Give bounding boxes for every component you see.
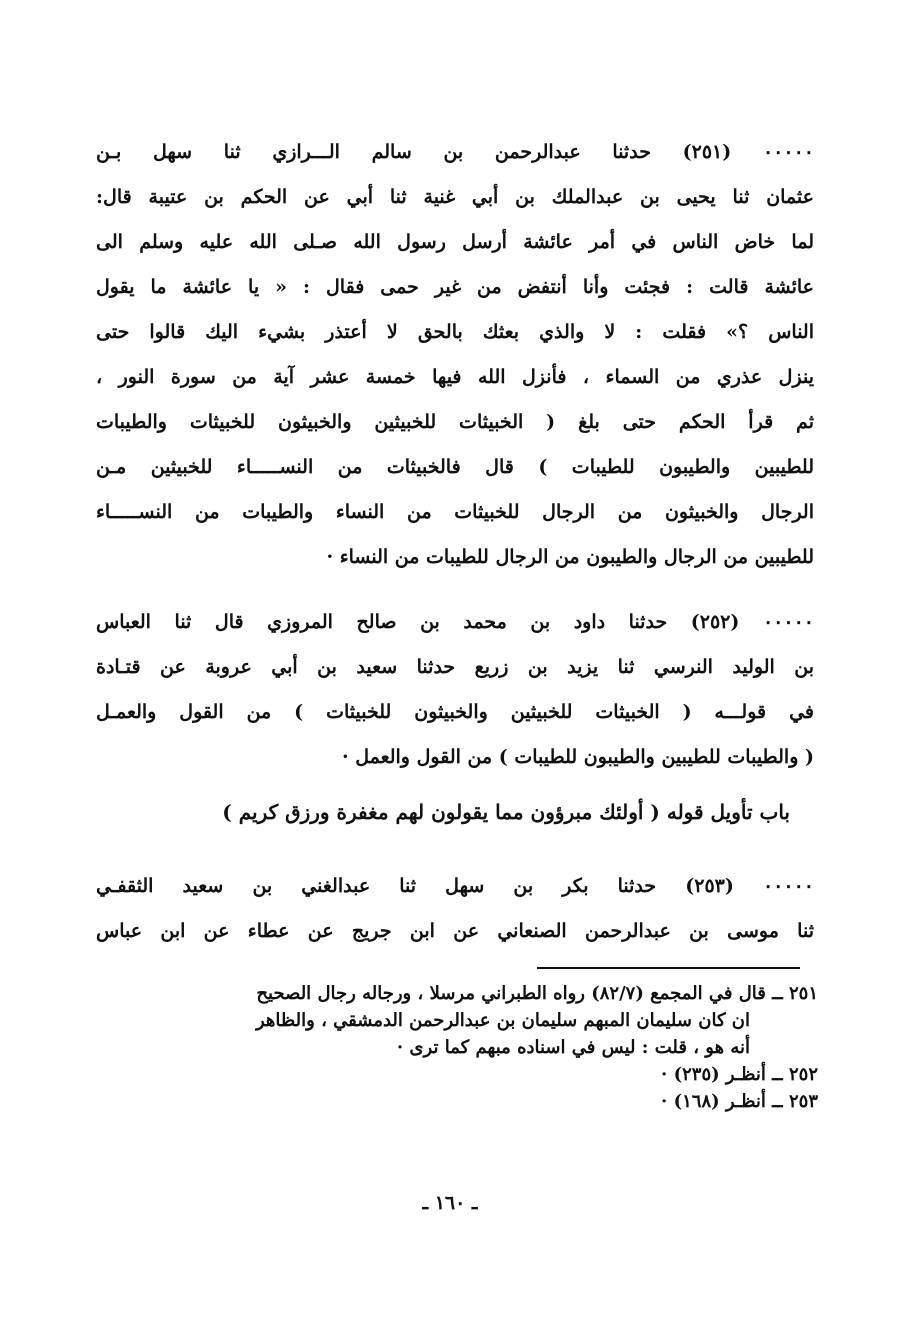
footnotes [96, 980, 818, 1115]
footnote-divider [537, 967, 800, 969]
text-line: ينزل عذري من السماء ، فأنزل الله فيها خمسة عشر آية من سورة النور ، [96, 366, 814, 388]
chapter-heading: باب تأويل قوله ( أولئك مبرؤون مما يقولون لهم مغفرة ورزق كريم ) [222, 800, 790, 824]
text-line: في قولـــه ( الخبيثات للخبيثين والخبيثون للخبيثات ) من القول والعمـل [96, 701, 814, 723]
footnote-line: ٢٥١ ــ قال في المجمع (٨٢/٧) رواه الطبراني مرسلا ، ورجاله رجال الصحيح [256, 983, 818, 1004]
text-line: ٠٠٠٠٠ (٢٥٣) حدثنا بكر بن سهل ثنا عبدالغني بن سعيد الثقفـي [96, 875, 814, 897]
page-number: ـ ١٦٠ ـ [422, 1192, 478, 1214]
footnote-line: ٢٥٢ ــ أنظـر (٢٣٥) · [661, 1064, 818, 1085]
text-line: عائشة قالت : فجئت وأنا أنتفض من غير حمى فقال : « يا عائشة ما يقول [96, 276, 814, 298]
text-line: الرجال والخبيثون من الرجال للخبيثات من النساء والطيبات من النســـــاء [96, 501, 814, 523]
text-line: ثنا موسى بن عبدالرحمن الصنعاني عن ابن جريج عن عطاء عن ابن عباس [96, 920, 814, 942]
footnote-line: أنه هو ، قلت : ليس في اسناده مبهم كما ترى · [396, 1037, 750, 1058]
text-line: عثمان ثنا يحيى بن عبدالملك بن أبي غنية ثنا أبي عن الحكم بن عتيبة قال: [96, 186, 814, 208]
text-line: للطيبين من الرجال والطيبون من الرجال للطيبات من النساء · [326, 546, 814, 568]
text-line: لما خاض الناس في أمر عائشة أرسل رسول الله صـلى الله عليه وسلم الى [96, 231, 814, 253]
text-line: ( والطيبات للطيبين والطيبون للطيبات ) من القول والعمل · [341, 746, 814, 768]
text-line: الناس ؟» فقلت : لا والذي بعثك بالحق لا أعتذر بشيء اليك قالوا حتى [96, 321, 814, 343]
text-line: ٠٠٠٠٠ (٢٥١) حدثنا عبدالرحمن بن سالم الـــرازي ثنا سهل بـن [96, 141, 814, 163]
text-line: ٠٠٠٠٠ (٢٥٢) حدثنا داود بن محمد بن صالح المروزي قال ثنا العباس [96, 611, 814, 633]
footnote-line: ٢٥٣ ــ أنظـر (١٦٨) · [661, 1091, 818, 1112]
footnote-line: ان كان سليمان المبهم سليمان بن عبدالرحمن الدمشقي ، والظاهر [255, 1010, 750, 1031]
hadith-253-paragraph [96, 864, 814, 954]
text-line: بن الوليد النرسي ثنا يزيد بن زريع حدثنا سعيد بن أبي عروبة عن قتـادة [96, 656, 814, 678]
text-line: ثم قرأ الحكم حتى بلغ ( الخبيثات للخبيثين والخبيثون للخبيثات والطيبات [96, 411, 814, 433]
text-line: للطيبين والطيبون للطيبات ) قال فالخبيثات من النســـــاء للخبيثين مـن [96, 456, 814, 478]
hadith-252-paragraph [96, 600, 814, 780]
hadith-251-paragraph [96, 130, 814, 580]
